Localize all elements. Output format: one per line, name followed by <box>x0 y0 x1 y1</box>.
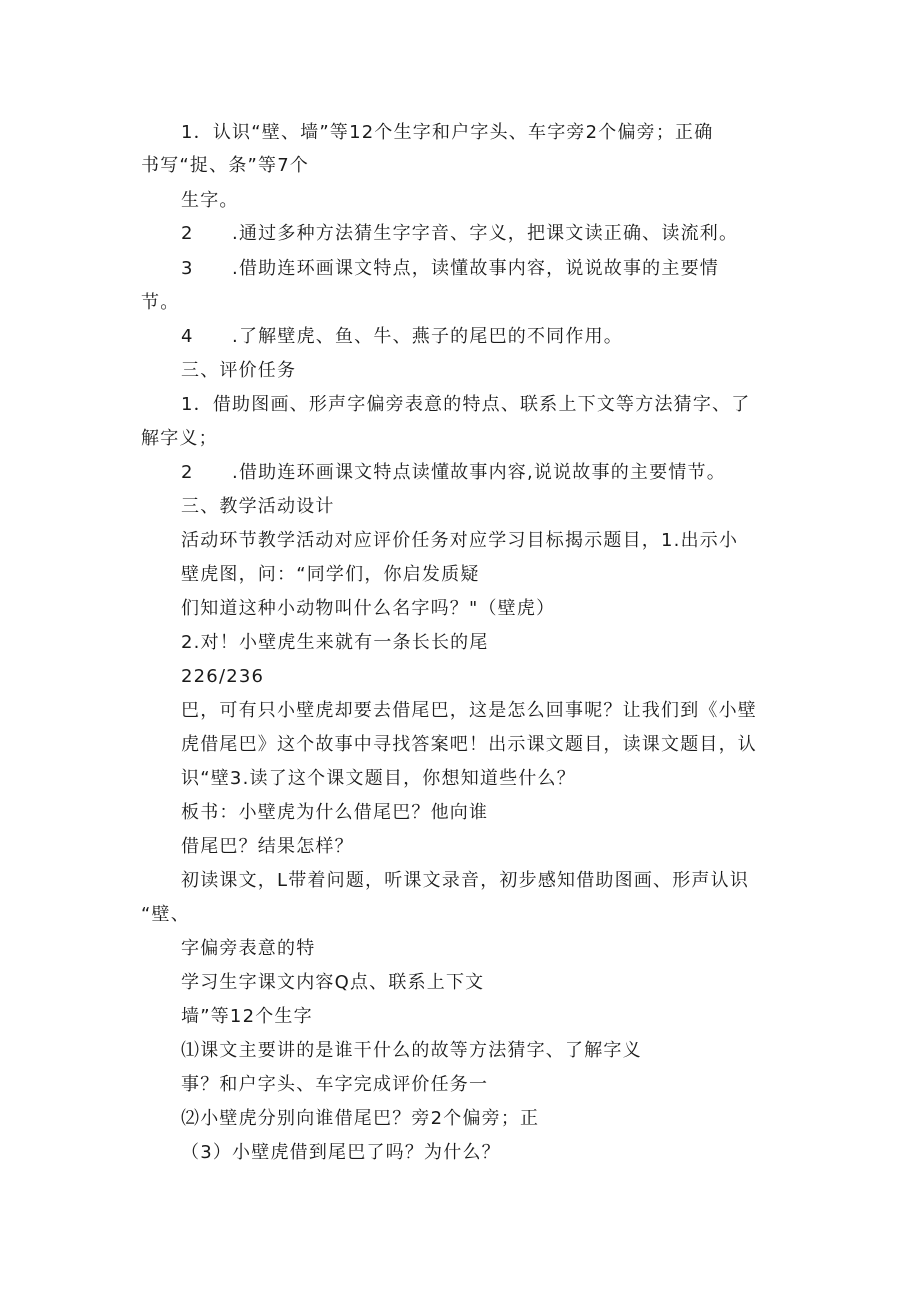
evaluation-1-line-2: 解字义； <box>141 428 218 449</box>
goal-1-line-1: 1．认识“壁、墙”等12个生字和户字头、车字旁2个偏旁；正确 <box>181 122 714 143</box>
activity-line: “壁、 <box>141 904 190 925</box>
activity-line: 初读课文，L带着问题，听课文录音，初步感知借助图画、形声认识 <box>181 870 750 891</box>
activity-line: 板书：小壁虎为什么借尾巴？他向谁 <box>181 802 489 823</box>
evaluation-1-line-1: 1．借助图画、形声字偏旁表意的特点、联系上下文等方法猜字、了 <box>181 394 751 415</box>
goal-1-line-3: 生字。 <box>181 190 239 211</box>
activity-line: ⑵小壁虎分别向谁借尾巴？旁2个偏旁；正 <box>181 1108 540 1129</box>
activity-line: 活动环节教学活动对应评价任务对应学习目标揭示题目，1.出示小 <box>181 530 739 551</box>
activity-line: （3）小壁虎借到尾巴了吗？为什么？ <box>181 1142 501 1163</box>
activity-line: 虎借尾巴》这个故事中寻找答案吧！出示课文题目，读课文题目，认 <box>181 734 757 755</box>
activity-line: 学习生字课文内容Q点、联系上下文 <box>181 972 485 993</box>
goal-1-line-2: 书写“捉、条”等7个 <box>141 155 310 176</box>
goal-2-line: 2 .通过多种方法猜生字字音、字义，把课文读正确、读流利。 <box>181 223 739 244</box>
goal-4-line: 4 .了解壁虎、鱼、牛、燕子的尾巴的不同作用。 <box>181 326 623 347</box>
section-heading-evaluation: 三、评价任务 <box>181 360 297 381</box>
activity-line: 巴，可有只小壁虎却要去借尾巴，这是怎么回事呢？让我们到《小壁 <box>181 700 757 721</box>
goal-3-line-2: 节。 <box>141 292 180 313</box>
evaluation-2-line: 2 .借助连环画课文特点读懂故事内容,说说故事的主要情节。 <box>181 462 726 483</box>
section-heading-activities: 三、教学活动设计 <box>181 496 335 517</box>
activity-line: 识“壁3.读了这个课文题目，你想知道些什么？ <box>181 768 576 789</box>
activity-line: ⑴课文主要讲的是谁干什么的故等方法猜字、了解字义 <box>181 1040 642 1061</box>
activity-line: 壁虎图，问：“同学们，你启发质疑 <box>181 564 480 585</box>
activity-line: 借尾巴？结果怎样？ <box>181 836 354 857</box>
page-number: 226/236 <box>181 666 265 687</box>
activity-line: 字偏旁表意的特 <box>181 938 316 959</box>
activity-line: 事？和户字头、车字完成评价任务一 <box>181 1074 489 1095</box>
activity-line: 们知道这种小动物叫什么名字吗？"（壁虎） <box>181 598 556 619</box>
goal-3-line-1: 3 .借助连环画课文特点，读懂故事内容，说说故事的主要情 <box>181 258 719 279</box>
activity-line: 墙”等12个生字 <box>181 1006 313 1027</box>
activity-line: 2.对！小壁虎生来就有一条长长的尾 <box>181 632 489 653</box>
